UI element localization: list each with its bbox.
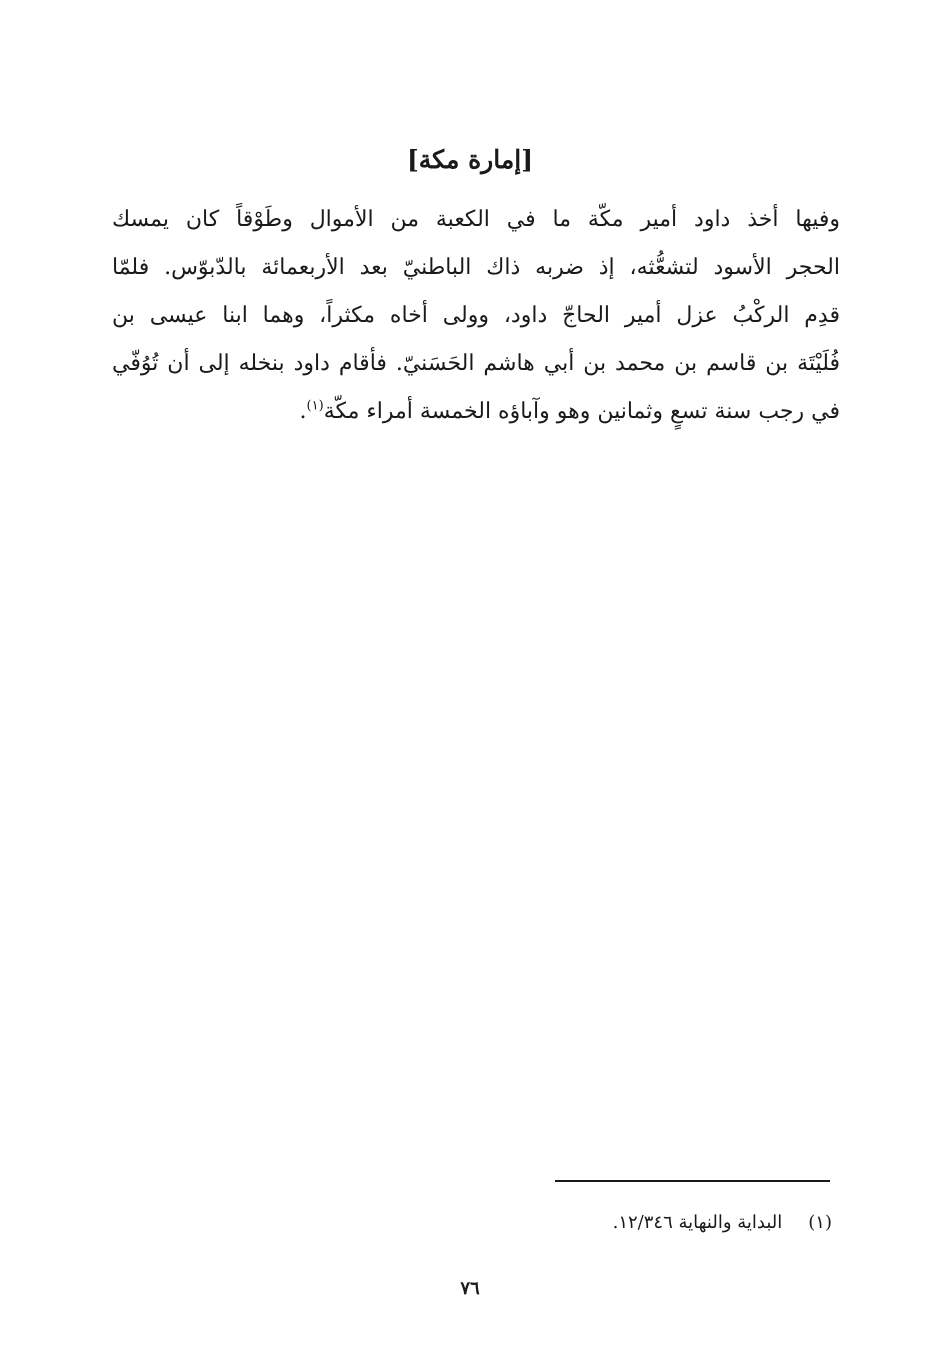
footnote-reference[interactable]: (١) <box>306 398 324 414</box>
text-line: وفيها أخذ داود أمير مكّة ما في الكعبة من الأموال وطَوْقاً كان يمسك <box>112 207 840 232</box>
text-line: قدِم الركْبُ عزل أمير الحاجّ داود، وولى أخاه مكثراً، وهما ابنا عيسى بن <box>112 303 840 328</box>
body-paragraph <box>112 196 840 436</box>
page-number: ٧٦ <box>460 1278 480 1299</box>
footnote-text: البداية والنهاية ١٢/٣٤٦. <box>612 1212 783 1233</box>
footnote-divider <box>555 1180 830 1182</box>
text-line: فُلَيْتَة بن قاسم بن محمد بن أبي هاشم الحَسَنيّ. فأقام داود بنخله إلى أن تُوُفّي <box>112 351 840 376</box>
text-line-content: في رجب سنة تسعٍ وثمانين وهو وآباؤه الخمسة أمراء مكّة <box>323 399 840 424</box>
footnote <box>420 1206 832 1240</box>
footnote-number: (١) <box>808 1212 832 1233</box>
text-line-last <box>112 388 840 436</box>
text-line: الحجر الأسود لتشعُّثه، إذ ضربه ذاك الباطنيّ بعد الأربعمائة بالدّبوّس. فلمّا <box>112 255 840 280</box>
sentence-end-mark: . <box>299 399 307 424</box>
section-heading: [إمارة مكة] <box>406 145 534 174</box>
